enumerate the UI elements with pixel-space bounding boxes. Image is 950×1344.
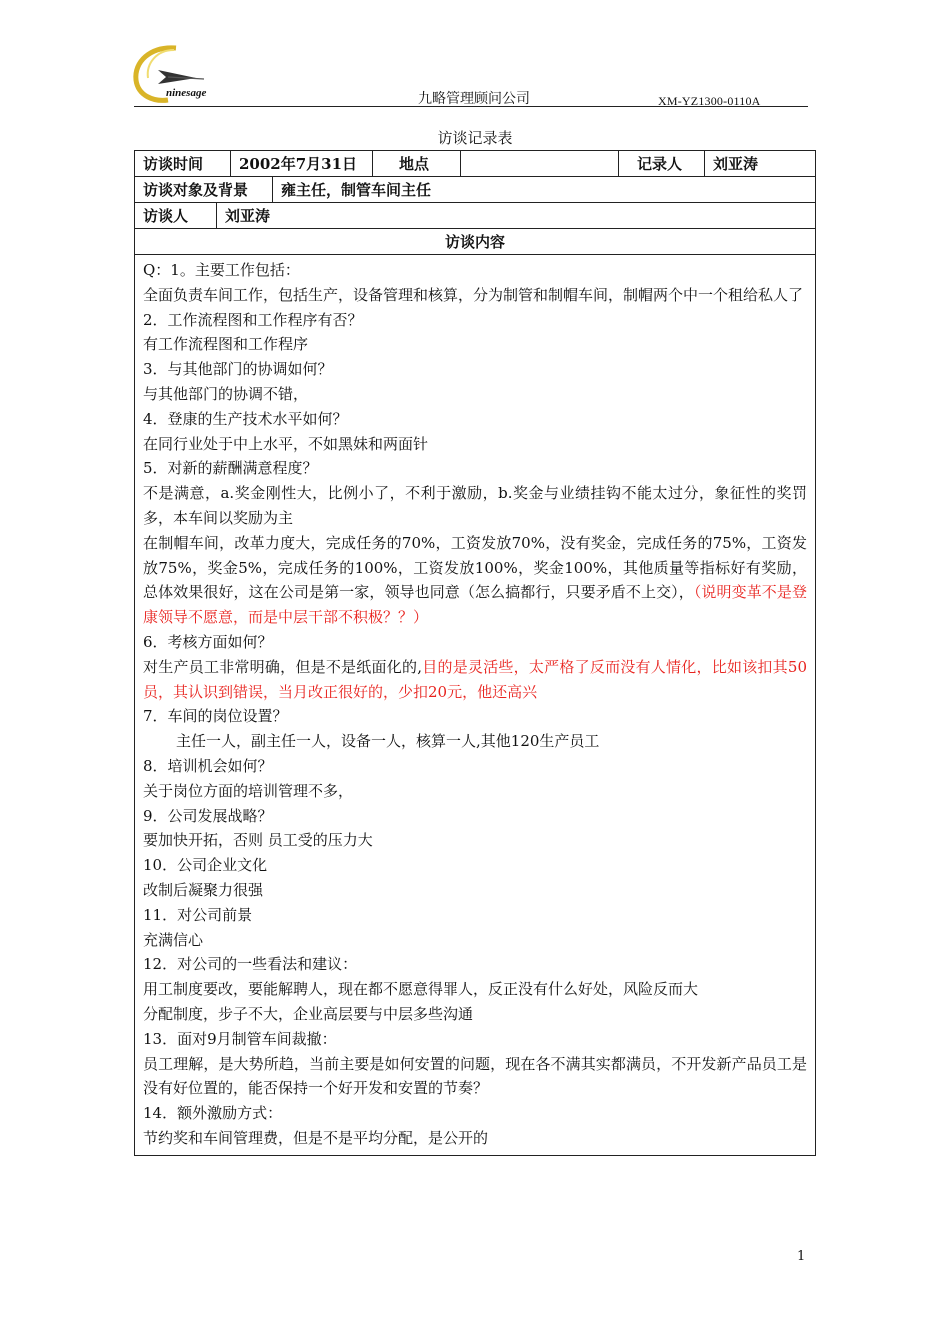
answer-2: 有工作流程图和工作程序 bbox=[143, 335, 309, 354]
answer-3: 与其他部门的协调不错， bbox=[143, 384, 309, 403]
table-row bbox=[135, 151, 815, 177]
question-6: 6．考核方面如何？ bbox=[143, 632, 273, 651]
header-rule bbox=[134, 106, 808, 107]
answer-6 bbox=[143, 655, 807, 705]
answer-11: 充满信心 bbox=[143, 930, 204, 949]
question-7: 7．车间的岗位设置？ bbox=[143, 707, 288, 726]
table-row bbox=[135, 203, 815, 229]
answer-14: 节约奖和车间管理费，但是不是平均分配，是公开的 bbox=[143, 1128, 489, 1147]
recorder-value: 刘亚涛 bbox=[713, 155, 759, 173]
table-row bbox=[135, 177, 815, 203]
answer-6-text: 对生产员工非常明确，但是不是纸面化的, bbox=[143, 657, 423, 676]
question-1: Q：1。主要工作包括： bbox=[143, 261, 300, 279]
answer-10: 改制后凝聚力很强 bbox=[143, 880, 264, 899]
company-name: 九略管理顾问公司 bbox=[418, 91, 530, 107]
question-3: 3．与其他部门的协调如何？ bbox=[143, 360, 333, 379]
answer-8: 关于岗位方面的培训管理不多， bbox=[143, 781, 354, 800]
interview-record-table bbox=[134, 150, 816, 1156]
table-row bbox=[135, 229, 815, 255]
answer-1: 全面负责车间工作，包括生产，设备管理和核算，分为制管和制帽车间，制帽两个中一个租给私人了 bbox=[143, 285, 804, 304]
question-14: 14．额外激励方式： bbox=[143, 1104, 283, 1123]
interviewer-label: 访谈人 bbox=[135, 203, 217, 228]
document-title: 访谈记录表 bbox=[437, 129, 513, 147]
question-2: 2．工作流程图和工作程序有否？ bbox=[143, 310, 363, 329]
interviewer-value: 刘亚涛 bbox=[225, 207, 271, 225]
question-8: 8．培训机会如何？ bbox=[143, 756, 273, 775]
time-label: 访谈时间 bbox=[135, 151, 231, 176]
answer-9: 要加快开拓，否则 员工受的压力大 bbox=[143, 831, 373, 850]
content-heading: 访谈内容 bbox=[444, 233, 505, 251]
answer-5b-text: 在制帽车间，改革力度大，完成任务的70%，工资发放70%，没有奖金，完成任务的75%，工资发放75%，奖金5%，完成任务的100%，工资发放100%，奖金100%，其他质量等指标好有奖励，总体效果很好，这在公司是第一家，领导也同意（怎么搞都行，只要矛盾不上交）， bbox=[143, 533, 807, 602]
subject-value: 雍主任，制管车间主任 bbox=[281, 181, 432, 199]
place-label: 地点 bbox=[373, 151, 461, 176]
subject-label: 访谈对象及背景 bbox=[135, 177, 273, 202]
answer-13: 员工理解，是大势所趋，当前主要是如何安置的问题，现在各不满其实都满员，不开发新产品员工是没有好位置的，能否保持一个好开发和安置的节奏？ bbox=[143, 1054, 807, 1098]
answer-4: 在同行业处于中上水平，不如黑妹和两面针 bbox=[143, 434, 429, 453]
logo-text: ninesage bbox=[166, 87, 207, 99]
answer-12a: 用工制度要改，要能解聘人，现在都不愿意得罪人，反正没有什么好处，风险反而大 bbox=[143, 980, 699, 999]
question-13: 13．面对9月制管车间裁撤： bbox=[143, 1029, 337, 1048]
interview-content bbox=[135, 255, 815, 1155]
answer-12b: 分配制度，步子不大，企业高层要与中层多些沟通 bbox=[143, 1004, 474, 1023]
answer-5b-note: （说明变革不是登康领导不愿意，而是中层干部不积极？？） bbox=[143, 583, 807, 627]
question-11: 11．对公司前景 bbox=[143, 905, 253, 924]
answer-5b bbox=[143, 531, 807, 630]
question-10: 10．公司企业文化 bbox=[143, 856, 268, 875]
question-9: 9．公司发展战略？ bbox=[143, 806, 273, 825]
answer-6-note: 目的是灵活些，太严格了反而没有人情化，比如该扣其50员，其认识到错误，当月改正很好的，少扣20元，他还高兴 bbox=[143, 657, 807, 701]
place-value bbox=[461, 151, 619, 176]
document-code: XM-YZ1300-0110A bbox=[658, 94, 761, 108]
question-12: 12．对公司的一些看法和建议： bbox=[143, 955, 358, 974]
company-logo bbox=[128, 40, 228, 110]
answer-5a: 不是满意，a.奖金刚性大，比例小了，不利于激励，b.奖金与业绩挂钩不能太过分，象征性的奖罚多，本车间以奖励为主 bbox=[143, 484, 807, 527]
recorder-label: 记录人 bbox=[619, 151, 705, 176]
question-4: 4．登康的生产技术水平如何？ bbox=[143, 409, 348, 428]
page-number: 1 bbox=[797, 1249, 806, 1264]
question-5: 5．对新的薪酬满意程度？ bbox=[143, 459, 318, 478]
answer-7: 主任一人，副主任一人，设备一人，核算一人,其他120生产员工 bbox=[176, 732, 600, 751]
time-value: 2002年7月31日 bbox=[231, 151, 373, 176]
